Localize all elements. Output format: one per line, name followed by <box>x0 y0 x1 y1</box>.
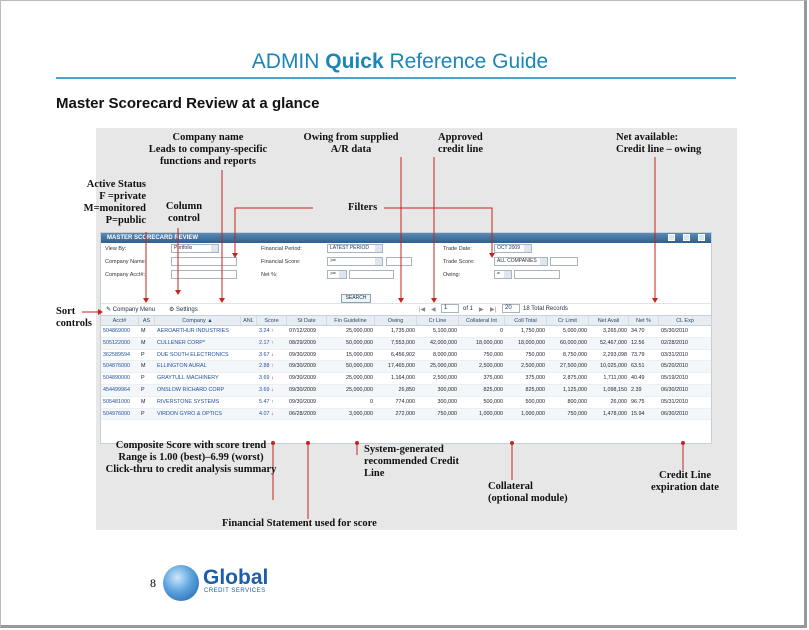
col-net-avail[interactable]: Net Avail <box>589 316 629 325</box>
cell-fin-guideline: 25,000,000 <box>346 328 373 334</box>
page-number: 8 <box>150 576 156 590</box>
cell-cr-limit: 8,750,000 <box>563 351 587 358</box>
cell-owing: 26,850 <box>398 386 415 393</box>
cell-cr-limit: 1,125,000 <box>563 386 587 393</box>
cell-fin-guideline: 50,000,000 <box>346 363 373 370</box>
col-fin-guideline[interactable]: Fin Guideline <box>327 316 375 325</box>
master-scorecard-panel <box>100 232 712 444</box>
trend-down-icon: ↓ <box>269 375 274 382</box>
cell-cr-line: 2,500,000 <box>433 375 457 382</box>
filter-form <box>101 243 711 303</box>
cell-cr-line: 42,000,000 <box>430 339 457 346</box>
score-value[interactable]: 3.69 <box>259 386 270 393</box>
cell-net-avail: 2,293,098 <box>603 351 627 358</box>
trend-down-icon: ↓ <box>269 351 274 358</box>
cell-cr-limit: 2,875,000 <box>563 375 587 382</box>
annotation-owing: Owing from supplied A/R data <box>303 132 399 155</box>
cell-collateral-int: 0 <box>500 328 503 334</box>
col-coll-total[interactable]: Coll Total <box>505 316 547 325</box>
trend-up-icon: ↑ <box>269 328 274 334</box>
cell-company[interactable]: ONSLOW RICHARD CORP <box>157 386 225 393</box>
annotation-financial-statement: Financial Statement used for score <box>222 518 377 529</box>
company-name-input[interactable] <box>171 257 237 266</box>
company-name-label: Company Name: <box>105 259 147 265</box>
cell-net-avail: 1,478,000 <box>603 410 627 417</box>
cell-net-pct: 2.39 <box>631 386 642 393</box>
total-records-label: 18 Total Records <box>523 306 568 312</box>
cell-coll-total: 1,000,000 <box>521 410 545 417</box>
financial-period-label: Financial Period: <box>261 246 302 252</box>
cell-net-avail: 10,025,000 <box>600 363 627 370</box>
cell-anl <box>241 409 257 420</box>
trade-date-label: Trade Date: <box>443 246 472 252</box>
first-page-icon[interactable]: |◀ <box>419 307 426 313</box>
annotation-composite-score: Composite Score with score trend Range is 1.00 (best)–6.99 (worst) Click-thru to credit analysis summary <box>105 440 277 475</box>
cell-acct[interactable]: 504976000 <box>103 410 130 417</box>
section-heading: Master Scorecard Review at a glance <box>56 95 320 112</box>
cell-coll-total: 1,750,000 <box>521 328 545 334</box>
trend-down-icon: ↓ <box>269 386 274 393</box>
col-score[interactable]: Score <box>257 316 287 325</box>
cell-cl-exp: 06/30/2010 <box>661 410 688 417</box>
cell-st-date: 07/12/2009 <box>289 328 316 334</box>
cell-net-pct: 96.75 <box>631 398 645 405</box>
cell-as: M <box>141 339 146 346</box>
panel-header <box>101 233 711 243</box>
email-icon[interactable] <box>698 234 705 241</box>
cell-collateral-int: 1,000,000 <box>479 410 503 417</box>
owing-operator[interactable]: = <box>494 270 512 279</box>
cell-company[interactable]: ELLINGTON AURAL <box>157 363 207 370</box>
cell-cr-limit: 800,000 <box>567 398 587 405</box>
cell-net-avail: 3,265,000 <box>603 328 627 334</box>
trend-down-icon: ↓ <box>269 410 274 417</box>
trade-score-select[interactable]: ALL COMPANIES <box>494 257 548 266</box>
cell-anl <box>241 361 257 372</box>
cell-collateral-int: 500,000 <box>483 398 503 405</box>
table-row[interactable] <box>101 409 711 421</box>
col-net-pct[interactable]: Net % <box>629 316 659 325</box>
cell-fin-guideline: 25,000,000 <box>346 375 373 382</box>
financial-score-input[interactable] <box>386 257 412 266</box>
next-page-icon[interactable]: ▶ <box>479 307 484 313</box>
table-row[interactable] <box>101 397 711 409</box>
print-icon[interactable] <box>683 234 690 241</box>
cell-net-avail: 26,000 <box>610 398 627 405</box>
cell-cr-limit: 27,500,000 <box>560 363 587 370</box>
cell-coll-total: 825,000 <box>525 386 545 393</box>
cell-as: M <box>141 363 146 370</box>
annotation-sort-controls: Sort controls <box>56 306 92 329</box>
cell-st-date: 09/30/2009 <box>289 363 316 370</box>
cell-score[interactable] <box>257 409 287 420</box>
cell-as: M <box>141 398 146 405</box>
cell-as: M <box>141 328 146 334</box>
cell-cl-exp: 06/30/2010 <box>661 386 688 393</box>
cell-company[interactable]: GRAYTULL MACHINERY <box>157 375 219 382</box>
title-divider <box>56 77 736 79</box>
cell-st-date: 09/30/2009 <box>289 375 316 382</box>
cell-coll-total: 375,000 <box>525 375 545 382</box>
cell-company[interactable]: VIRDON GYRO & OPTICS <box>157 410 222 417</box>
cell-anl <box>241 385 257 396</box>
table-body <box>101 326 711 420</box>
col-owing[interactable]: Owing <box>375 316 417 325</box>
net-pct-operator[interactable]: >= <box>327 270 347 279</box>
cell-anl <box>241 326 257 337</box>
cell-cr-line: 750,000 <box>437 410 457 417</box>
annotation-approved-credit-line: Approved credit line <box>438 132 484 155</box>
logo-name: Global <box>203 566 269 589</box>
cell-net-pct: 15.94 <box>631 410 645 417</box>
annotation-company-name: Company name Leads to company-specific functions and reports <box>148 132 268 167</box>
trade-date-select[interactable]: OCT 2009 <box>494 244 532 253</box>
cell-score[interactable] <box>257 350 287 361</box>
col-acct[interactable]: Acct# <box>101 316 139 325</box>
company-menu-label: Company Menu <box>112 307 156 313</box>
col-company[interactable]: Company ▲ <box>155 316 241 325</box>
cell-net-avail: 1,098,150 <box>603 386 627 393</box>
cell-cl-exp: 05/31/2010 <box>661 398 688 405</box>
cell-cr-limit: 60,000,000 <box>560 339 587 346</box>
company-acct-label: Company Acct#: <box>105 272 146 278</box>
cell-collateral-int: 750,000 <box>483 351 503 358</box>
trend-up-icon: ↑ <box>269 339 274 346</box>
table-row[interactable] <box>101 373 711 385</box>
globe-logo-icon <box>163 565 199 601</box>
cell-score[interactable] <box>257 338 287 349</box>
table-row[interactable] <box>101 361 711 373</box>
cell-net-pct: 40.49 <box>631 375 645 382</box>
score-value[interactable]: 2.17 <box>259 339 270 346</box>
cell-coll-total: 18,000,000 <box>518 339 545 346</box>
cell-cr-limit: 750,000 <box>567 410 587 417</box>
score-value[interactable]: 3.69 <box>259 375 270 382</box>
table-row[interactable] <box>101 338 711 350</box>
cell-coll-total: 2,500,000 <box>521 363 545 370</box>
cell-net-avail: 1,711,000 <box>603 375 627 382</box>
cell-owing: 1,735,000 <box>391 328 415 334</box>
cell-net-pct: 73.79 <box>631 351 645 358</box>
cell-score[interactable] <box>257 385 287 396</box>
cell-net-pct: 34.70 <box>631 328 645 334</box>
score-value[interactable]: 2.88 <box>259 363 270 370</box>
col-collateral-int[interactable]: Collateral Int <box>459 316 505 325</box>
settings-button[interactable]: ⚙ Settings <box>169 307 198 313</box>
annotation-column-control: Column control <box>165 201 203 224</box>
cell-fin-guideline: 3,000,000 <box>349 410 373 417</box>
cell-company[interactable]: DUE SOUTH ELECTRONICS <box>157 351 229 358</box>
annotation-credit-line-exp: Credit Line expiration date <box>651 470 719 493</box>
cell-cl-exp: 05/20/2010 <box>661 363 688 370</box>
col-anl[interactable]: ANL <box>241 316 257 325</box>
view-by-select[interactable]: Portfolio <box>171 244 219 253</box>
cell-st-date: 09/30/2009 <box>289 351 316 358</box>
cell-owing: 17,465,000 <box>388 363 415 370</box>
cell-cl-exp: 02/28/2010 <box>661 339 688 346</box>
net-pct-input[interactable] <box>349 270 394 279</box>
cell-as: P <box>141 386 145 393</box>
cell-cl-exp: 05/30/2010 <box>661 328 688 334</box>
score-value[interactable]: 3.67 <box>259 351 270 358</box>
owing-input[interactable] <box>514 270 560 279</box>
col-cl-exp[interactable]: CL Exp <box>676 318 694 324</box>
logo-subtitle: CREDIT SERVICES <box>204 588 266 594</box>
col-as[interactable]: AS <box>139 316 155 325</box>
score-value[interactable]: 4.07 <box>259 410 270 417</box>
cell-cl-exp: 05/19/2010 <box>661 375 688 382</box>
cell-net-pct: 12.56 <box>631 339 645 346</box>
cell-cr-line: 300,000 <box>437 398 457 405</box>
table-header <box>101 315 711 326</box>
cell-owing: 774,000 <box>395 398 415 405</box>
cell-acct[interactable]: 505122000 <box>103 339 130 346</box>
cell-as: P <box>141 410 145 417</box>
annotation-collateral: Collateral (optional module) <box>488 481 568 504</box>
financial-score-label: Financial Score: <box>261 259 301 265</box>
cell-collateral-int: 825,000 <box>483 386 503 393</box>
cell-anl <box>241 350 257 361</box>
cell-as: P <box>141 351 145 358</box>
cell-company[interactable]: AEROARTHUR INDUSTRIES <box>157 328 229 334</box>
annotation-system-generated: System-generated recommended Credit Line <box>364 444 459 479</box>
cell-st-date: 06/28/2009 <box>289 410 316 417</box>
cell-acct[interactable]: 505481000 <box>103 398 130 405</box>
page-size-select[interactable]: 20 <box>502 304 520 313</box>
annotation-active-status: Active Status F =private M=monitored P=public <box>83 179 146 226</box>
grid-toolbar <box>101 303 711 315</box>
cell-st-date: 09/30/2009 <box>289 386 316 393</box>
page-number-input[interactable]: 1 <box>441 304 459 313</box>
company-acct-input[interactable] <box>171 270 237 279</box>
cell-score[interactable] <box>257 397 287 408</box>
cell-owing: 272,000 <box>395 410 415 417</box>
cell-fin-guideline: 25,000,000 <box>346 386 373 393</box>
trade-score-input[interactable] <box>550 257 578 266</box>
cell-fin-guideline: 50,000,000 <box>346 339 373 346</box>
cell-acct[interactable]: 504869000 <box>103 328 130 334</box>
col-st-date[interactable]: St Date <box>287 316 327 325</box>
table-row[interactable] <box>101 385 711 397</box>
cell-cr-limit: 5,000,000 <box>563 328 587 334</box>
cell-cr-line: 8,000,000 <box>433 351 457 358</box>
cell-coll-total: 750,000 <box>525 351 545 358</box>
last-page-icon[interactable]: ▶| <box>490 307 497 313</box>
table-row[interactable] <box>101 350 711 362</box>
cell-collateral-int: 18,000,000 <box>476 339 503 346</box>
col-cr-line[interactable]: Cr Line <box>417 316 459 325</box>
table-row[interactable] <box>101 326 711 338</box>
financial-period-select[interactable]: LATEST PERIOD <box>327 244 383 253</box>
cell-owing: 6,456,902 <box>391 351 415 358</box>
cell-st-date: 08/29/2009 <box>289 339 316 346</box>
annotation-filters: Filters <box>348 202 378 213</box>
cell-as: P <box>141 375 145 382</box>
cell-cr-line: 5,100,000 <box>433 328 457 334</box>
net-pct-label: Net %: <box>261 272 278 278</box>
cell-fin-guideline: 0 <box>370 398 373 405</box>
cell-anl <box>241 338 257 349</box>
cell-score[interactable] <box>257 361 287 372</box>
cell-net-avail: 52,467,000 <box>600 339 627 346</box>
owing-label: Owing: <box>443 272 461 278</box>
cell-cr-line: 25,000,000 <box>430 363 457 370</box>
cell-company[interactable]: CULLENER CORP* <box>157 339 205 346</box>
trend-up-icon: ↑ <box>269 398 274 405</box>
cell-anl <box>241 397 257 408</box>
cell-cl-exp: 03/31/2010 <box>661 351 688 358</box>
cell-coll-total: 500,000 <box>525 398 545 405</box>
cell-anl <box>241 373 257 384</box>
cell-score[interactable] <box>257 326 287 337</box>
cell-collateral-int: 375,000 <box>483 375 503 382</box>
cell-net-pct: 63.51 <box>631 363 645 370</box>
search-button[interactable]: SEARCH <box>341 294 371 303</box>
panel-title: MASTER SCORECARD REVIEW <box>107 235 199 241</box>
cell-owing: 1,164,000 <box>391 375 415 382</box>
cell-fin-guideline: 15,000,000 <box>346 351 373 358</box>
cell-cr-line: 300,000 <box>437 386 457 393</box>
view-by-label: View By: <box>105 246 127 252</box>
trend-up-icon: ↑ <box>269 363 274 370</box>
col-cr-limit[interactable]: Cr Limit <box>547 316 589 325</box>
cell-collateral-int: 2,500,000 <box>479 363 503 370</box>
cell-owing: 7,553,000 <box>391 339 415 346</box>
guide-title: ADMIN Quick Reference Guide <box>251 50 549 73</box>
export-icon[interactable] <box>668 234 675 241</box>
cell-acct[interactable]: 504890000 <box>103 375 130 382</box>
score-value[interactable]: 3.24 <box>259 328 270 334</box>
cell-st-date: 09/30/2009 <box>289 398 316 405</box>
cell-company[interactable]: RIVERSTONE SYSTEMS <box>157 398 220 405</box>
prev-page-icon[interactable]: ◀ <box>431 307 436 313</box>
cell-score[interactable] <box>257 373 287 384</box>
cell-acct[interactable]: 504876000 <box>103 363 130 370</box>
settings-label: Settings <box>176 307 198 313</box>
score-value[interactable]: 5.47 <box>259 398 270 405</box>
trade-score-label: Trade Score: <box>443 259 475 265</box>
cell-acct[interactable]: 362589594 <box>103 351 130 358</box>
cell-acct[interactable]: 454499964 <box>103 386 130 393</box>
page-of-label: of 1 <box>463 306 474 312</box>
financial-score-operator[interactable]: >= <box>327 257 383 266</box>
annotation-net-available: Net available: Credit line – owing <box>616 132 702 155</box>
company-menu-button[interactable]: ✎ Company Menu <box>106 307 156 313</box>
